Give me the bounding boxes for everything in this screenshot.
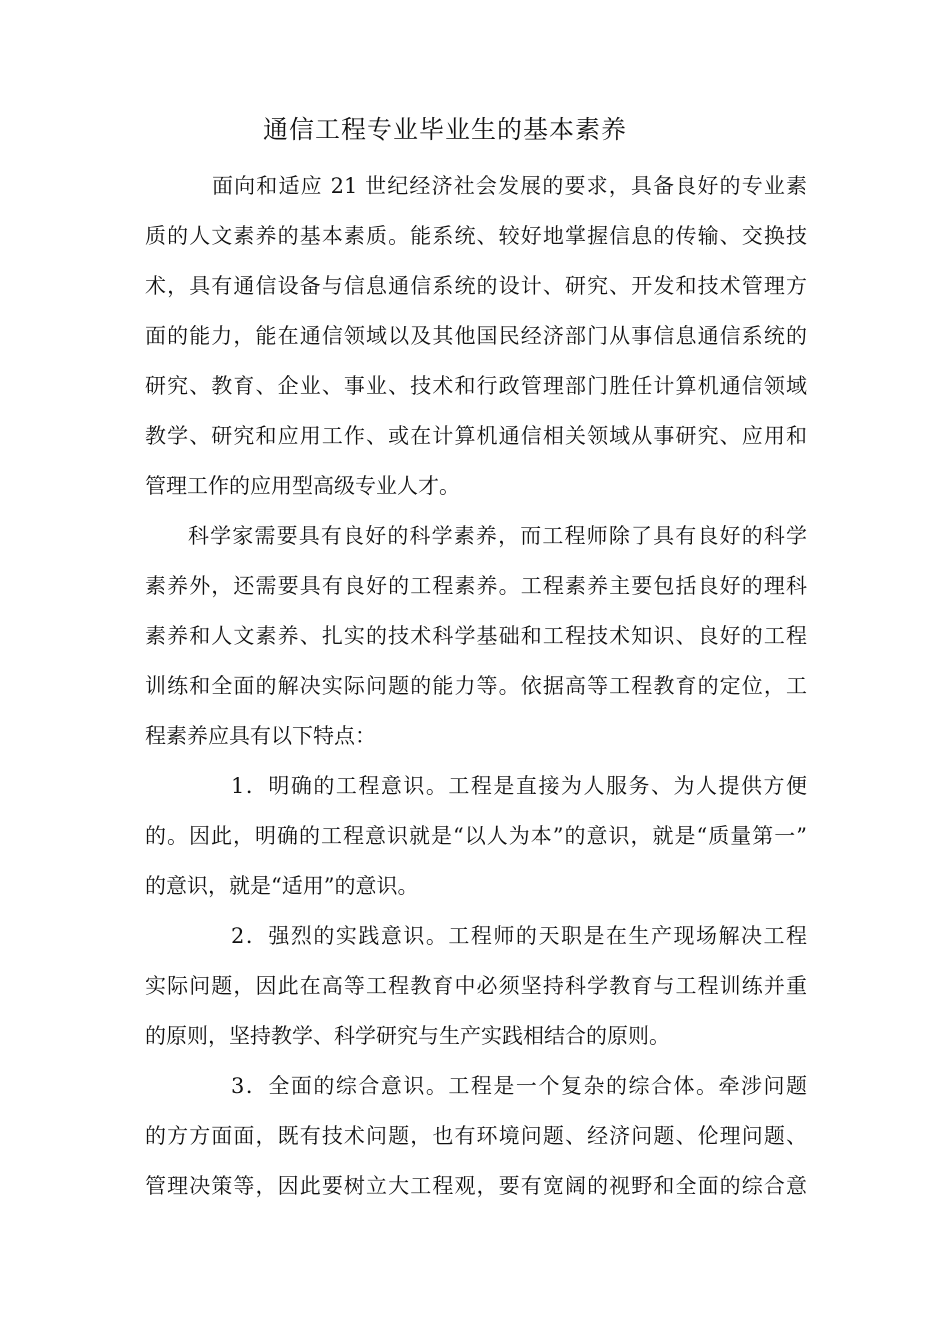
paragraph-line: 的意识，就是“适用”的意识。 [145,874,419,898]
paragraph-line: 程素养应具有以下特点： [145,724,376,748]
paragraph-line: 术，具有通信设备与信息通信系统的设计、研究、开发和技术管理方 [145,274,807,298]
document-title: 通信工程专业毕业生的基本素养 [262,115,627,144]
paragraph-line: 实际问题，因此在高等工程教育中必须坚持科学教育与工程训练并重 [145,974,807,998]
paragraph-line: 训练和全面的解决实际问题的能力等。依据高等工程教育的定位，工 [145,674,807,698]
paragraph-line: 的原则，坚持教学、科学研究与生产实践相结合的原则。 [145,1024,670,1048]
paragraph-line: 3．全面的综合意识。工程是一个复杂的综合体。牵涉问题 [231,1074,807,1098]
paragraph-line: 面向和适应 21 世纪经济社会发展的要求，具备良好的专业素 [212,174,807,198]
paragraph-line: 素养和人文素养、扎实的技术科学基础和工程技术知识、良好的工程 [145,624,807,648]
paragraph-line: 管理决策等，因此要树立大工程观，要有宽阔的视野和全面的综合意 [145,1174,807,1198]
paragraph-line: 研究、教育、企业、事业、技术和行政管理部门胜任计算机通信领域 [145,374,807,398]
paragraph-line: 质的人文素养的基本素质。能系统、较好地掌握信息的传输、交换技 [145,224,807,248]
paragraph-line: 2．强烈的实践意识。工程师的天职是在生产现场解决工程 [231,924,807,948]
paragraph-line: 教学、研究和应用工作、或在计算机通信相关领域从事研究、应用和 [145,424,807,448]
paragraph-line: 管理工作的应用型高级专业人才。 [145,474,460,498]
paragraph-line: 的方方面面，既有技术问题，也有环境问题、经济问题、伦理问题、 [145,1124,807,1148]
paragraph-line: 面的能力，能在通信领域以及其他国民经济部门从事信息通信系统的 [145,324,807,348]
paragraph-line: 素养外，还需要具有良好的工程素养。工程素养主要包括良好的理科 [145,574,807,598]
paragraph-line: 科学家需要具有良好的科学素养，而工程师除了具有良好的科学 [188,524,807,548]
paragraph-line: 1．明确的工程意识。工程是直接为人服务、为人提供方便 [231,774,807,798]
paragraph-line: 的。因此，明确的工程意识就是“以人为本”的意识，就是“质量第一” [145,824,807,848]
